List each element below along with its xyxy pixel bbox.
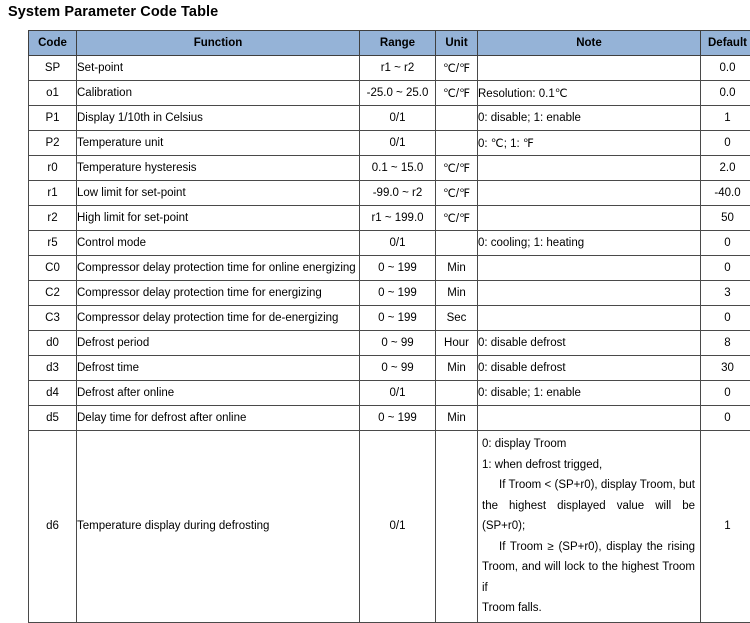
table-row: [29, 131, 750, 156]
cell-range: 0/1: [360, 131, 436, 156]
cell-code: C2: [29, 281, 77, 306]
note-line: Troom, and will lock to the highest Troom if: [482, 557, 695, 598]
table-row: [29, 381, 750, 406]
cell-note: [478, 56, 701, 81]
cell-default: 0: [701, 256, 750, 281]
cell-range: r1 ~ 199.0: [360, 206, 436, 231]
cell-function: Temperature display during defrosting: [77, 431, 360, 623]
cell-code: r5: [29, 231, 77, 256]
cell-default: 8: [701, 331, 750, 356]
cell-default: 3: [701, 281, 750, 306]
cell-note: [478, 306, 701, 331]
note-line: If Troom ≥ (SP+r0), display the rising: [482, 537, 695, 558]
cell-range: 0 ~ 199: [360, 406, 436, 431]
cell-code: P1: [29, 106, 77, 131]
cell-default: 0: [701, 231, 750, 256]
cell-note: 0: ℃; 1: ℉: [478, 131, 701, 156]
cell-note: [478, 181, 701, 206]
cell-unit: [436, 431, 478, 623]
cell-note: 0: disable; 1: enable: [478, 381, 701, 406]
cell-note: [478, 206, 701, 231]
cell-unit: [436, 231, 478, 256]
cell-unit: ℃/℉: [436, 181, 478, 206]
table-body: [29, 56, 750, 623]
note-line: Troom falls.: [482, 598, 695, 619]
table-header: [29, 31, 750, 56]
parameter-table-container: [28, 30, 748, 623]
cell-range: 0.1 ~ 15.0: [360, 156, 436, 181]
cell-note: 0: cooling; 1: heating: [478, 231, 701, 256]
note-line: 1: when defrost trigged,: [482, 455, 695, 476]
column-header-default: Default: [701, 31, 750, 56]
system-parameter-code-table: [28, 30, 750, 623]
cell-note: 0: disable defrost: [478, 331, 701, 356]
column-header-unit: Unit: [436, 31, 478, 56]
table-row: [29, 181, 750, 206]
cell-default: 2.0: [701, 156, 750, 181]
cell-code: C3: [29, 306, 77, 331]
cell-code: SP: [29, 56, 77, 81]
table-row: [29, 331, 750, 356]
column-header-note: Note: [478, 31, 701, 56]
cell-unit: ℃/℉: [436, 81, 478, 106]
cell-range: 0 ~ 199: [360, 256, 436, 281]
cell-note: 0: disable; 1: enable: [478, 106, 701, 131]
cell-unit: [436, 131, 478, 156]
table-row: [29, 156, 750, 181]
cell-unit: ℃/℉: [436, 56, 478, 81]
cell-function: Set-point: [77, 56, 360, 81]
cell-default: 0: [701, 306, 750, 331]
cell-code: d0: [29, 331, 77, 356]
cell-code: d4: [29, 381, 77, 406]
cell-code: r1: [29, 181, 77, 206]
table-row: [29, 306, 750, 331]
table-row: [29, 406, 750, 431]
table-row: [29, 431, 750, 623]
cell-unit: Hour: [436, 331, 478, 356]
table-row: [29, 106, 750, 131]
cell-code: d3: [29, 356, 77, 381]
table-row: [29, 231, 750, 256]
cell-function: High limit for set-point: [77, 206, 360, 231]
cell-unit: ℃/℉: [436, 156, 478, 181]
cell-range: 0/1: [360, 231, 436, 256]
cell-unit: Min: [436, 356, 478, 381]
cell-note: [478, 281, 701, 306]
cell-default: 0: [701, 381, 750, 406]
cell-unit: [436, 106, 478, 131]
cell-unit: Sec: [436, 306, 478, 331]
cell-range: 0 ~ 199: [360, 306, 436, 331]
cell-range: 0 ~ 199: [360, 281, 436, 306]
cell-default: 1: [701, 431, 750, 623]
cell-function: Temperature hysteresis: [77, 156, 360, 181]
cell-code: d5: [29, 406, 77, 431]
note-line: 0: display Troom: [482, 434, 695, 455]
cell-range: 0/1: [360, 381, 436, 406]
cell-range: 0 ~ 99: [360, 356, 436, 381]
table-row: [29, 256, 750, 281]
cell-function: Calibration: [77, 81, 360, 106]
cell-code: r0: [29, 156, 77, 181]
cell-code: d6: [29, 431, 77, 623]
cell-range: -99.0 ~ r2: [360, 181, 436, 206]
cell-note: [478, 431, 701, 623]
cell-function: Temperature unit: [77, 131, 360, 156]
cell-default: 1: [701, 106, 750, 131]
cell-function: Compressor delay protection time for online energizing: [77, 256, 360, 281]
cell-function: Control mode: [77, 231, 360, 256]
column-header-function: Function: [77, 31, 360, 56]
table-row: [29, 56, 750, 81]
cell-function: Compressor delay protection time for energizing: [77, 281, 360, 306]
cell-code: o1: [29, 81, 77, 106]
cell-code: r2: [29, 206, 77, 231]
cell-default: 30: [701, 356, 750, 381]
cell-range: 0 ~ 99: [360, 331, 436, 356]
table-row: [29, 356, 750, 381]
cell-function: Low limit for set-point: [77, 181, 360, 206]
cell-function: Display 1/10th in Celsius: [77, 106, 360, 131]
page-title: System Parameter Code Table: [8, 2, 218, 22]
cell-range: 0/1: [360, 106, 436, 131]
table-row: [29, 81, 750, 106]
column-header-range: Range: [360, 31, 436, 56]
note-paragraph: [482, 434, 695, 619]
cell-function: Defrost period: [77, 331, 360, 356]
cell-code: C0: [29, 256, 77, 281]
cell-unit: Min: [436, 406, 478, 431]
table-row: [29, 281, 750, 306]
cell-function: Defrost time: [77, 356, 360, 381]
cell-code: P2: [29, 131, 77, 156]
cell-note: 0: disable defrost: [478, 356, 701, 381]
cell-default: -40.0: [701, 181, 750, 206]
cell-default: 0: [701, 406, 750, 431]
cell-range: -25.0 ~ 25.0: [360, 81, 436, 106]
cell-range: r1 ~ r2: [360, 56, 436, 81]
cell-note: [478, 406, 701, 431]
table-header-row: [29, 31, 750, 56]
cell-unit: [436, 381, 478, 406]
note-line: the highest displayed value will be (SP+r0);: [482, 496, 695, 537]
cell-note: Resolution: 0.1℃: [478, 81, 701, 106]
cell-unit: ℃/℉: [436, 206, 478, 231]
cell-unit: Min: [436, 281, 478, 306]
cell-unit: Min: [436, 256, 478, 281]
cell-default: 0.0: [701, 81, 750, 106]
cell-note: [478, 156, 701, 181]
cell-range: 0/1: [360, 431, 436, 623]
cell-function: Compressor delay protection time for de-energizing: [77, 306, 360, 331]
cell-note: [478, 256, 701, 281]
table-row: [29, 206, 750, 231]
cell-default: 0.0: [701, 56, 750, 81]
column-header-code: Code: [29, 31, 77, 56]
note-line: If Troom < (SP+r0), display Troom, but: [482, 475, 695, 496]
cell-function: Defrost after online: [77, 381, 360, 406]
cell-default: 0: [701, 131, 750, 156]
cell-function: Delay time for defrost after online: [77, 406, 360, 431]
cell-default: 50: [701, 206, 750, 231]
